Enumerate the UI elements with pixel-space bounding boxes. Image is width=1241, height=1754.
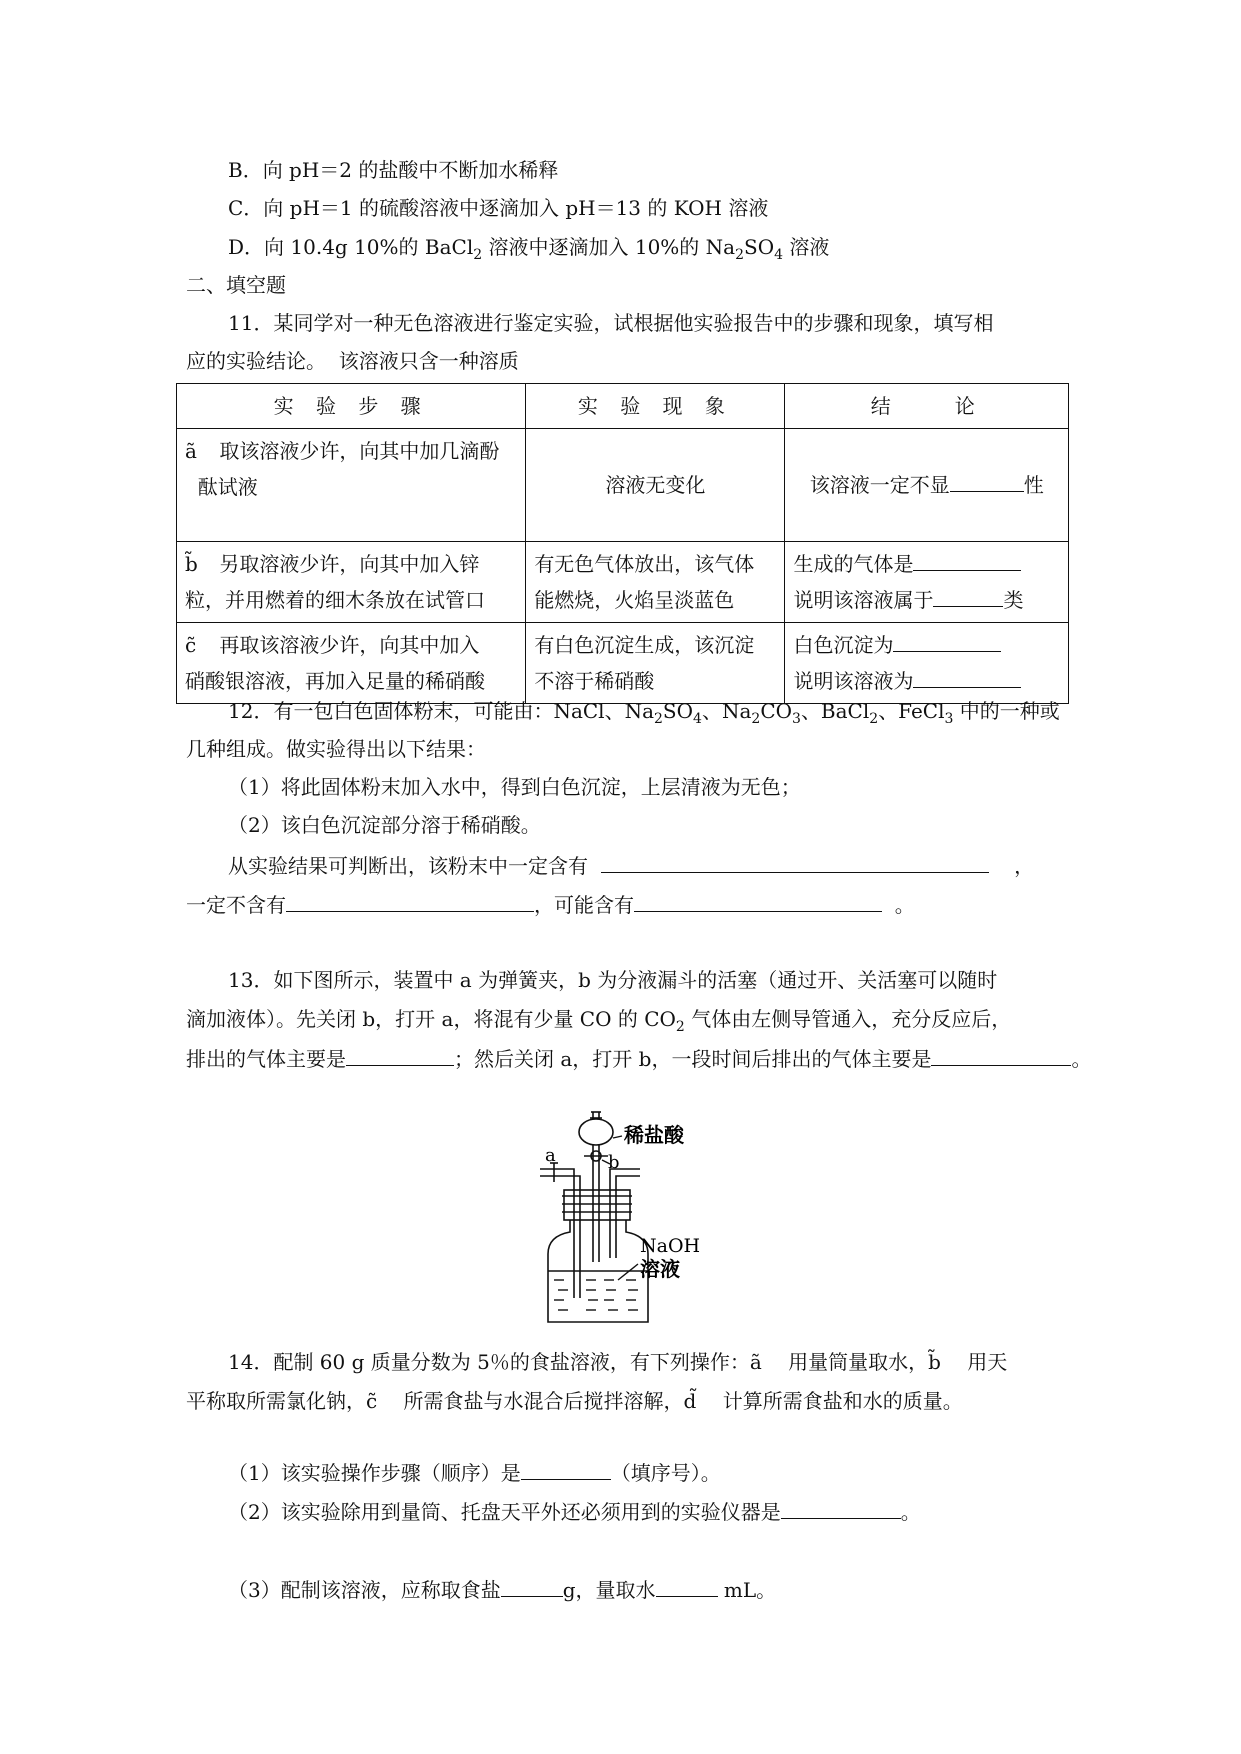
solution-label: 溶液 (640, 1257, 680, 1281)
answer-blank[interactable] (950, 469, 1024, 492)
answer-blank[interactable] (781, 1496, 901, 1519)
table-row: c̃ 再取该溶液少许，向其中加入 硝酸银溶液，再加入足量的稀硝酸 有白色沉淀生成，该沉淀 不溶于稀硝酸 白色沉淀为 说明该溶液为 (177, 623, 1069, 704)
clamp-label-a: a (545, 1145, 556, 1166)
q12-line6: 一定不含有 ，可能含有 。 (186, 889, 915, 919)
option-d: D．向 10.4g 10%的 BaCl$_2$ 溶液中逐滴加入 10%的 $Na_2SO_4$ 溶液 (228, 235, 830, 263)
table-row: ã 取该溶液少许，向其中加几滴酚 酞试液 溶液无变化 该溶液一定不显 性 (177, 429, 1069, 542)
q14-line1: 14．配制 60 g 质量分数为 5％的食盐溶液，有下列操作：ã 用量筒量取水，b̃ 用天 (228, 1350, 1008, 1374)
q14-line2: 平称取所需氯化钠，c̃ 所需食盐与水混合后搅拌溶解，d̃ 计算所需食盐和水的质量。 (186, 1389, 963, 1413)
q12-result-2: （2）该白色沉淀部分溶于稀硝酸。 (228, 813, 541, 837)
table-header: 实 验 现 象 (526, 384, 785, 429)
table-header: 实 验 步 骤 (177, 384, 526, 429)
answer-blank[interactable] (521, 1457, 611, 1480)
answer-blank[interactable] (346, 1043, 454, 1066)
section-heading: 二、填空题 (186, 273, 286, 297)
q13-line3: 排出的气体主要是 ；然后关闭 a，打开 b，一段时间后排出的气体主要是 。 (186, 1043, 1091, 1073)
answer-blank[interactable] (913, 665, 1021, 688)
apparatus-figure (540, 1108, 720, 1328)
answer-blank[interactable] (634, 889, 882, 912)
q12-line5: 从实验结果可判断出，该粉末中一定含有 ， (228, 850, 1034, 880)
q14-part1: （1）该实验操作步骤（顺序）是 （填序号）。 (228, 1457, 721, 1487)
q11-line2: 应的实验结论。 该溶液只含一种溶质 (186, 349, 519, 373)
q14-part2: （2）该实验除用到量筒、托盘天平外还必须用到的实验仪器是 。 (228, 1496, 921, 1526)
q13-line1: 13．如下图所示，装置中 a 为弹簧夹，b 为分液漏斗的活塞（通过开、关活塞可以随时 (228, 968, 998, 992)
q11-line1: 11．某同学对一种无色溶液进行鉴定实验，试根据他实验报告中的步骤和现象，填写相 (228, 311, 994, 335)
q13-line2: 滴加液体）。先关闭 b，打开 a，将混有少量 CO 的 $CO_2$ 气体由左侧导管通入，充分反应后， (186, 1007, 1012, 1035)
stopcock-label-b: b (608, 1152, 620, 1173)
q12-line1: 12．有一包白色固体粉末，可能由：NaCl、$Na_2SO_4$、$Na_2CO_3$、BaCl$_2$、FeCl$_3$ 中的一种或 (228, 699, 1060, 727)
q12-line2: 几种组成。做实验得出以下结果： (186, 737, 486, 761)
table-row: b̃ 另取溶液少许，向其中加入锌 粒，并用燃着的细木条放在试管口 有无色气体放出，该气体 能燃烧，火焰呈淡蓝色 生成的气体是 说明该溶液属于 类 (177, 542, 1069, 623)
funnel-label: 稀盐酸 (624, 1123, 684, 1147)
experiment-table (176, 383, 1069, 704)
answer-blank[interactable] (933, 584, 1003, 607)
answer-blank[interactable] (501, 1574, 563, 1597)
answer-blank[interactable] (931, 1043, 1071, 1066)
answer-blank[interactable] (893, 629, 1001, 652)
answer-blank[interactable] (601, 850, 989, 873)
answer-blank[interactable] (913, 548, 1021, 571)
table-header: 结 论 (785, 384, 1069, 429)
option-b: B．向 pH＝2 的盐酸中不断加水稀释 (228, 158, 559, 182)
q14-part3: （3）配制该溶液，应称取食盐 g，量取水 mL。 (228, 1574, 776, 1604)
q12-result-1: （1）将此固体粉末加入水中，得到白色沉淀，上层清液为无色； (228, 775, 801, 799)
option-c: C．向 pH＝1 的硫酸溶液中逐滴加入 pH＝13 的 KOH 溶液 (228, 196, 769, 220)
naoh-label: NaOH (640, 1235, 701, 1257)
answer-blank[interactable] (286, 889, 534, 912)
answer-blank[interactable] (656, 1574, 718, 1597)
